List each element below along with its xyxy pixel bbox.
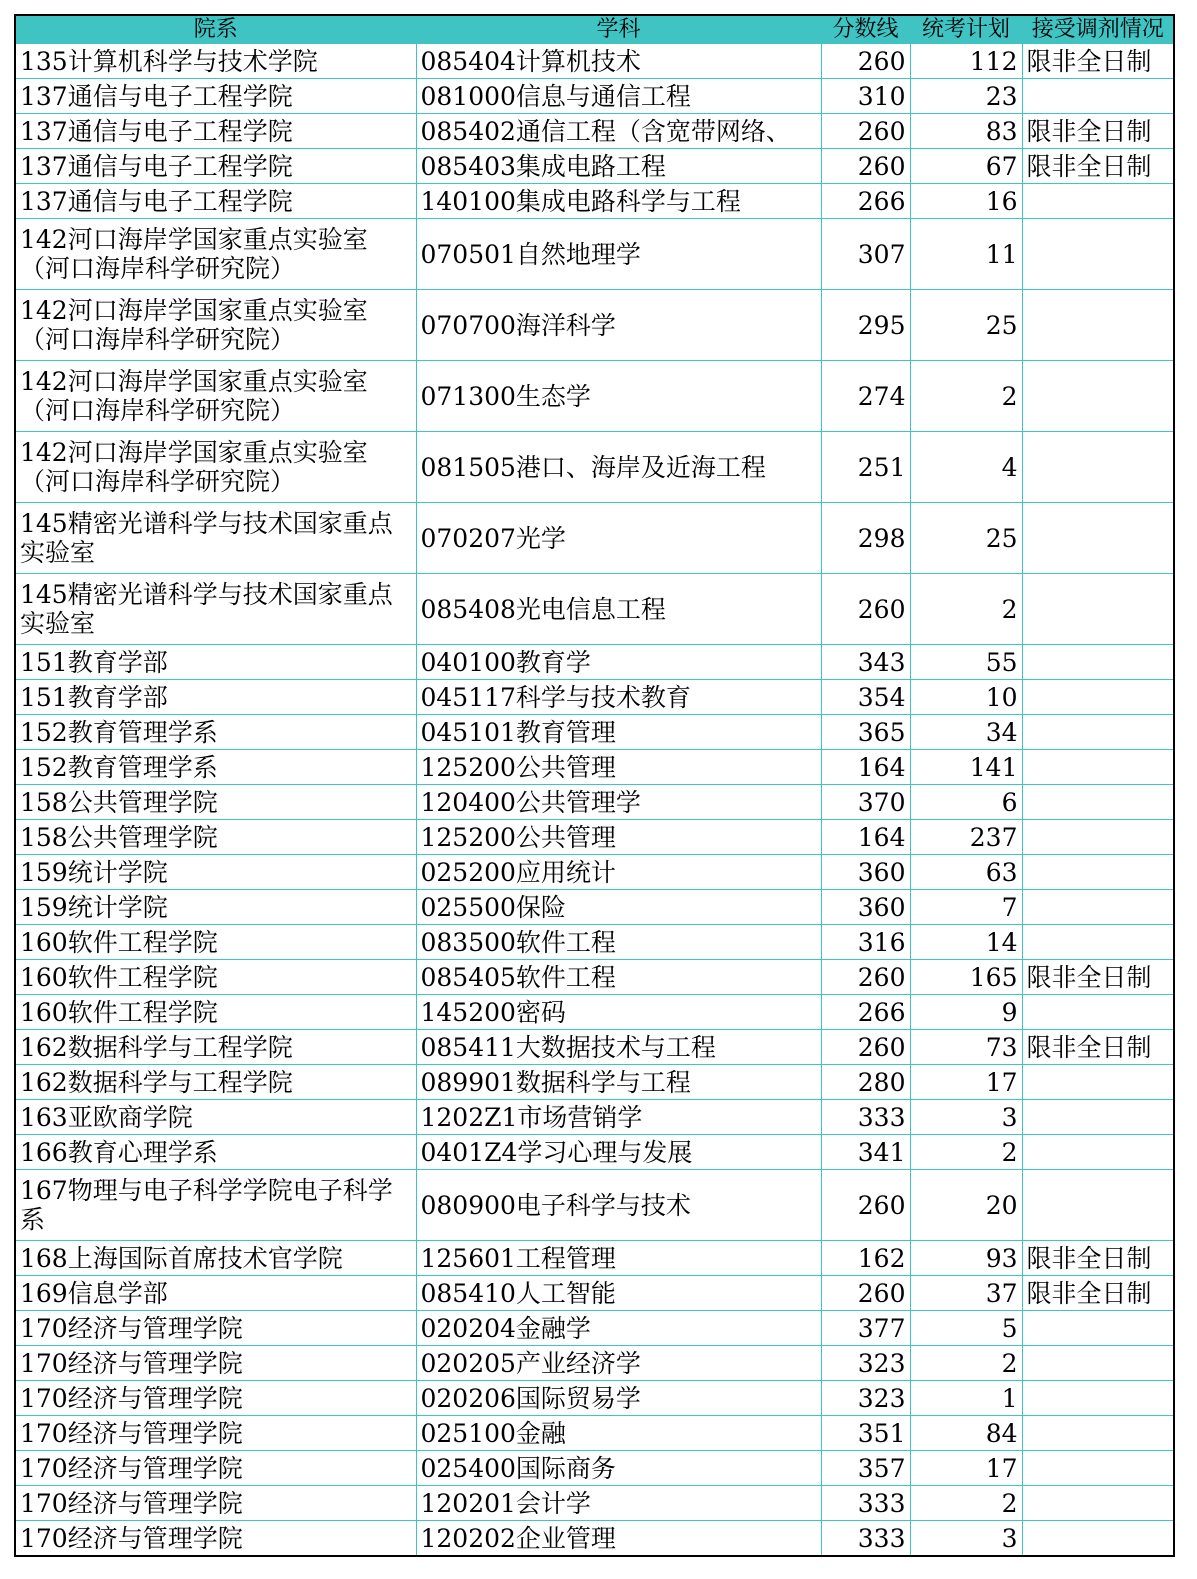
table-row xyxy=(15,149,1174,184)
table-row xyxy=(15,361,1174,432)
cell-dept[interactable]: 170经济与管理学院 xyxy=(15,1451,416,1486)
cell-plan[interactable]: 165 xyxy=(910,960,1022,995)
cell-plan[interactable]: 93 xyxy=(910,1241,1022,1276)
cell-major[interactable]: 045101教育管理 xyxy=(416,715,821,750)
table-row xyxy=(15,1170,1174,1241)
cell-adjust[interactable] xyxy=(1022,645,1174,680)
cell-major[interactable]: 020204金融学 xyxy=(416,1311,821,1346)
cell-dept[interactable]: 137通信与电子工程学院 xyxy=(15,149,416,184)
table-row xyxy=(15,645,1174,680)
table-row xyxy=(15,890,1174,925)
cell-major[interactable]: 120202企业管理 xyxy=(416,1521,821,1557)
cell-adjust[interactable] xyxy=(1022,1311,1174,1346)
cell-score[interactable]: 377 xyxy=(821,1311,910,1346)
cell-major[interactable]: 025200应用统计 xyxy=(416,855,821,890)
cell-plan[interactable]: 63 xyxy=(910,855,1022,890)
table-row xyxy=(15,1241,1174,1276)
cell-major[interactable]: 081000信息与通信工程 xyxy=(416,79,821,114)
cell-score[interactable]: 333 xyxy=(821,1100,910,1135)
cell-plan[interactable]: 25 xyxy=(910,290,1022,361)
cell-adjust[interactable] xyxy=(1022,184,1174,219)
cell-major[interactable]: 120400公共管理学 xyxy=(416,785,821,820)
cell-score[interactable]: 164 xyxy=(821,750,910,785)
cell-major[interactable]: 081505港口、海岸及近海工程 xyxy=(416,432,821,503)
cell-dept[interactable]: 151教育学部 xyxy=(15,645,416,680)
cell-plan[interactable]: 5 xyxy=(910,1311,1022,1346)
table-row xyxy=(15,219,1174,290)
cell-adjust[interactable] xyxy=(1022,995,1174,1030)
cell-plan[interactable]: 112 xyxy=(910,44,1022,79)
cell-plan[interactable]: 3 xyxy=(910,1521,1022,1557)
cell-adjust[interactable] xyxy=(1022,1170,1174,1241)
cell-adjust[interactable] xyxy=(1022,820,1174,855)
cell-plan[interactable]: 141 xyxy=(910,750,1022,785)
cell-dept[interactable]: 152教育管理学系 xyxy=(15,715,416,750)
admission-table xyxy=(14,14,1175,1557)
cell-adjust[interactable] xyxy=(1022,1135,1174,1170)
cell-plan[interactable]: 10 xyxy=(910,680,1022,715)
table-row xyxy=(15,1346,1174,1381)
table-row xyxy=(15,855,1174,890)
table-row xyxy=(15,290,1174,361)
cell-plan[interactable]: 4 xyxy=(910,432,1022,503)
cell-major[interactable]: 085404计算机技术 xyxy=(416,44,821,79)
cell-major[interactable]: 020205产业经济学 xyxy=(416,1346,821,1381)
cell-score[interactable]: 260 xyxy=(821,114,910,149)
cell-score[interactable]: 164 xyxy=(821,820,910,855)
table-row xyxy=(15,503,1174,574)
cell-major[interactable]: 0401Z4学习心理与发展 xyxy=(416,1135,821,1170)
cell-major[interactable]: 125601工程管理 xyxy=(416,1241,821,1276)
cell-dept[interactable]: 170经济与管理学院 xyxy=(15,1521,416,1557)
cell-score[interactable]: 323 xyxy=(821,1346,910,1381)
cell-major[interactable]: 145200密码 xyxy=(416,995,821,1030)
cell-dept[interactable]: 167物理与电子科学学院电子科学系 xyxy=(15,1170,416,1241)
cell-adjust[interactable] xyxy=(1022,79,1174,114)
cell-adjust[interactable] xyxy=(1022,680,1174,715)
cell-adjust[interactable] xyxy=(1022,1451,1174,1486)
table-row xyxy=(15,1486,1174,1521)
cell-major[interactable]: 080900电子科学与技术 xyxy=(416,1170,821,1241)
cell-major[interactable]: 025500保险 xyxy=(416,890,821,925)
cell-adjust[interactable] xyxy=(1022,925,1174,960)
cell-dept[interactable]: 160软件工程学院 xyxy=(15,995,416,1030)
cell-major[interactable]: 1202Z1市场营销学 xyxy=(416,1100,821,1135)
cell-score[interactable]: 260 xyxy=(821,44,910,79)
cell-plan[interactable]: 237 xyxy=(910,820,1022,855)
cell-dept[interactable]: 160软件工程学院 xyxy=(15,925,416,960)
cell-adjust[interactable]: 限非全日制 xyxy=(1022,44,1174,79)
cell-adjust[interactable]: 限非全日制 xyxy=(1022,1276,1174,1311)
cell-adjust[interactable] xyxy=(1022,1065,1174,1100)
cell-major[interactable]: 125200公共管理 xyxy=(416,820,821,855)
cell-plan[interactable]: 2 xyxy=(910,1486,1022,1521)
cell-score[interactable]: 266 xyxy=(821,995,910,1030)
cell-major[interactable]: 020206国际贸易学 xyxy=(416,1381,821,1416)
cell-adjust[interactable]: 限非全日制 xyxy=(1022,149,1174,184)
cell-plan[interactable]: 20 xyxy=(910,1170,1022,1241)
cell-score[interactable]: 351 xyxy=(821,1416,910,1451)
cell-adjust[interactable]: 限非全日制 xyxy=(1022,114,1174,149)
cell-score[interactable]: 266 xyxy=(821,184,910,219)
cell-dept[interactable]: 160软件工程学院 xyxy=(15,960,416,995)
cell-adjust[interactable] xyxy=(1022,1486,1174,1521)
table-row xyxy=(15,750,1174,785)
cell-dept[interactable]: 142河口海岸学国家重点实验室（河口海岸科学研究院） xyxy=(15,432,416,503)
table-row xyxy=(15,715,1174,750)
table-row xyxy=(15,1135,1174,1170)
cell-major[interactable]: 085411大数据技术与工程 xyxy=(416,1030,821,1065)
cell-adjust[interactable] xyxy=(1022,1346,1174,1381)
cell-major[interactable]: 125200公共管理 xyxy=(416,750,821,785)
table-row xyxy=(15,79,1174,114)
cell-score[interactable]: 260 xyxy=(821,149,910,184)
cell-plan[interactable]: 17 xyxy=(910,1451,1022,1486)
cell-dept[interactable]: 158公共管理学院 xyxy=(15,820,416,855)
cell-adjust[interactable] xyxy=(1022,785,1174,820)
table-row xyxy=(15,114,1174,149)
cell-plan[interactable]: 2 xyxy=(910,574,1022,645)
cell-major[interactable]: 070700海洋科学 xyxy=(416,290,821,361)
cell-major[interactable]: 120201会计学 xyxy=(416,1486,821,1521)
cell-adjust[interactable]: 限非全日制 xyxy=(1022,1241,1174,1276)
cell-adjust[interactable] xyxy=(1022,1416,1174,1451)
cell-plan[interactable]: 16 xyxy=(910,184,1022,219)
cell-score[interactable]: 274 xyxy=(821,361,910,432)
cell-adjust[interactable] xyxy=(1022,890,1174,925)
cell-adjust[interactable] xyxy=(1022,1521,1174,1557)
cell-dept[interactable]: 170经济与管理学院 xyxy=(15,1311,416,1346)
cell-dept[interactable]: 166教育心理学系 xyxy=(15,1135,416,1170)
cell-plan[interactable]: 6 xyxy=(910,785,1022,820)
cell-score[interactable]: 251 xyxy=(821,432,910,503)
cell-plan[interactable]: 3 xyxy=(910,1100,1022,1135)
table-row xyxy=(15,925,1174,960)
cell-score[interactable]: 333 xyxy=(821,1486,910,1521)
cell-plan[interactable]: 2 xyxy=(910,1135,1022,1170)
cell-score[interactable]: 260 xyxy=(821,960,910,995)
cell-score[interactable]: 333 xyxy=(821,1521,910,1557)
cell-adjust[interactable] xyxy=(1022,574,1174,645)
cell-major[interactable]: 070501自然地理学 xyxy=(416,219,821,290)
cell-score[interactable]: 316 xyxy=(821,925,910,960)
table-row xyxy=(15,1100,1174,1135)
cell-major[interactable]: 071300生态学 xyxy=(416,361,821,432)
table-row xyxy=(15,44,1174,79)
table-row xyxy=(15,680,1174,715)
table-row xyxy=(15,1381,1174,1416)
cell-adjust[interactable] xyxy=(1022,1100,1174,1135)
cell-score[interactable]: 260 xyxy=(821,574,910,645)
cell-plan[interactable]: 73 xyxy=(910,1030,1022,1065)
cell-major[interactable]: 025100金融 xyxy=(416,1416,821,1451)
cell-score[interactable]: 370 xyxy=(821,785,910,820)
cell-dept[interactable]: 137通信与电子工程学院 xyxy=(15,184,416,219)
cell-score[interactable]: 260 xyxy=(821,1030,910,1065)
cell-dept[interactable]: 170经济与管理学院 xyxy=(15,1416,416,1451)
cell-plan[interactable]: 2 xyxy=(910,1346,1022,1381)
cell-dept[interactable]: 142河口海岸学国家重点实验室（河口海岸科学研究院） xyxy=(15,219,416,290)
cell-dept[interactable]: 142河口海岸学国家重点实验室（河口海岸科学研究院） xyxy=(15,361,416,432)
cell-dept[interactable]: 137通信与电子工程学院 xyxy=(15,79,416,114)
cell-dept[interactable]: 159统计学院 xyxy=(15,890,416,925)
cell-adjust[interactable] xyxy=(1022,715,1174,750)
cell-dept[interactable]: 145精密光谱科学与技术国家重点实验室 xyxy=(15,503,416,574)
cell-plan[interactable]: 55 xyxy=(910,645,1022,680)
cell-adjust[interactable]: 限非全日制 xyxy=(1022,1030,1174,1065)
cell-major[interactable]: 040100教育学 xyxy=(416,645,821,680)
cell-plan[interactable]: 34 xyxy=(910,715,1022,750)
cell-adjust[interactable] xyxy=(1022,750,1174,785)
table-row xyxy=(15,1065,1174,1100)
cell-adjust[interactable] xyxy=(1022,503,1174,574)
cell-dept[interactable]: 145精密光谱科学与技术国家重点实验室 xyxy=(15,574,416,645)
table-row xyxy=(15,960,1174,995)
table-row xyxy=(15,1451,1174,1486)
cell-major[interactable]: 085403集成电路工程 xyxy=(416,149,821,184)
cell-plan[interactable]: 83 xyxy=(910,114,1022,149)
cell-dept[interactable]: 170经济与管理学院 xyxy=(15,1346,416,1381)
cell-dept[interactable]: 169信息学部 xyxy=(15,1276,416,1311)
cell-dept[interactable]: 163亚欧商学院 xyxy=(15,1100,416,1135)
table-row xyxy=(15,1311,1174,1346)
header-dept[interactable]: 院系 xyxy=(15,15,416,44)
cell-score[interactable]: 162 xyxy=(821,1241,910,1276)
cell-score[interactable]: 280 xyxy=(821,1065,910,1100)
cell-dept[interactable]: 170经济与管理学院 xyxy=(15,1381,416,1416)
header-row xyxy=(15,15,1174,44)
cell-plan[interactable]: 37 xyxy=(910,1276,1022,1311)
cell-score[interactable]: 357 xyxy=(821,1451,910,1486)
cell-dept[interactable]: 170经济与管理学院 xyxy=(15,1486,416,1521)
table-row xyxy=(15,184,1174,219)
table-row xyxy=(15,1521,1174,1557)
cell-major[interactable]: 083500软件工程 xyxy=(416,925,821,960)
cell-plan[interactable]: 84 xyxy=(910,1416,1022,1451)
cell-score[interactable]: 354 xyxy=(821,680,910,715)
cell-major[interactable]: 070207光学 xyxy=(416,503,821,574)
cell-plan[interactable]: 9 xyxy=(910,995,1022,1030)
cell-plan[interactable]: 25 xyxy=(910,503,1022,574)
cell-score[interactable]: 360 xyxy=(821,855,910,890)
cell-score[interactable]: 365 xyxy=(821,715,910,750)
table-row xyxy=(15,432,1174,503)
cell-dept[interactable]: 142河口海岸学国家重点实验室（河口海岸科学研究院） xyxy=(15,290,416,361)
cell-dept[interactable]: 162数据科学与工程学院 xyxy=(15,1030,416,1065)
cell-major[interactable]: 089901数据科学与工程 xyxy=(416,1065,821,1100)
cell-major[interactable]: 085402通信工程（含宽带网络、 xyxy=(416,114,821,149)
cell-dept[interactable]: 152教育管理学系 xyxy=(15,750,416,785)
cell-score[interactable]: 310 xyxy=(821,79,910,114)
cell-score[interactable]: 360 xyxy=(821,890,910,925)
cell-adjust[interactable] xyxy=(1022,855,1174,890)
cell-major[interactable]: 140100集成电路科学与工程 xyxy=(416,184,821,219)
cell-dept[interactable]: 162数据科学与工程学院 xyxy=(15,1065,416,1100)
cell-score[interactable]: 341 xyxy=(821,1135,910,1170)
cell-dept[interactable]: 168上海国际首席技术官学院 xyxy=(15,1241,416,1276)
cell-score[interactable]: 260 xyxy=(821,1276,910,1311)
cell-dept[interactable]: 158公共管理学院 xyxy=(15,785,416,820)
table-row xyxy=(15,1416,1174,1451)
cell-plan[interactable]: 7 xyxy=(910,890,1022,925)
cell-score[interactable]: 307 xyxy=(821,219,910,290)
cell-adjust[interactable] xyxy=(1022,219,1174,290)
cell-adjust[interactable] xyxy=(1022,1381,1174,1416)
cell-major[interactable]: 085405软件工程 xyxy=(416,960,821,995)
cell-plan[interactable]: 1 xyxy=(910,1381,1022,1416)
header-score[interactable]: 分数线 xyxy=(821,15,910,44)
cell-dept[interactable]: 159统计学院 xyxy=(15,855,416,890)
cell-plan[interactable]: 11 xyxy=(910,219,1022,290)
cell-dept[interactable]: 151教育学部 xyxy=(15,680,416,715)
table-row xyxy=(15,574,1174,645)
header-plan[interactable]: 统考计划 xyxy=(910,15,1022,44)
cell-score[interactable]: 323 xyxy=(821,1381,910,1416)
cell-plan[interactable]: 67 xyxy=(910,149,1022,184)
cell-plan[interactable]: 14 xyxy=(910,925,1022,960)
cell-major[interactable]: 085408光电信息工程 xyxy=(416,574,821,645)
cell-major[interactable]: 025400国际商务 xyxy=(416,1451,821,1486)
table-row xyxy=(15,820,1174,855)
cell-score[interactable]: 295 xyxy=(821,290,910,361)
cell-score[interactable]: 260 xyxy=(821,1170,910,1241)
cell-plan[interactable]: 17 xyxy=(910,1065,1022,1100)
cell-score[interactable]: 343 xyxy=(821,645,910,680)
cell-plan[interactable]: 2 xyxy=(910,361,1022,432)
cell-adjust[interactable]: 限非全日制 xyxy=(1022,960,1174,995)
cell-major[interactable]: 045117科学与技术教育 xyxy=(416,680,821,715)
cell-adjust[interactable] xyxy=(1022,361,1174,432)
cell-adjust[interactable] xyxy=(1022,290,1174,361)
cell-major[interactable]: 085410人工智能 xyxy=(416,1276,821,1311)
table-body xyxy=(15,44,1174,1557)
table-row xyxy=(15,1030,1174,1065)
cell-dept[interactable]: 135计算机科学与技术学院 xyxy=(15,44,416,79)
table-row xyxy=(15,785,1174,820)
table-row xyxy=(15,1276,1174,1311)
cell-plan[interactable]: 23 xyxy=(910,79,1022,114)
header-adjust[interactable]: 接受调剂情况 xyxy=(1022,15,1174,44)
table-row xyxy=(15,995,1174,1030)
header-major[interactable]: 学科 xyxy=(416,15,821,44)
cell-dept[interactable]: 137通信与电子工程学院 xyxy=(15,114,416,149)
cell-score[interactable]: 298 xyxy=(821,503,910,574)
cell-adjust[interactable] xyxy=(1022,432,1174,503)
